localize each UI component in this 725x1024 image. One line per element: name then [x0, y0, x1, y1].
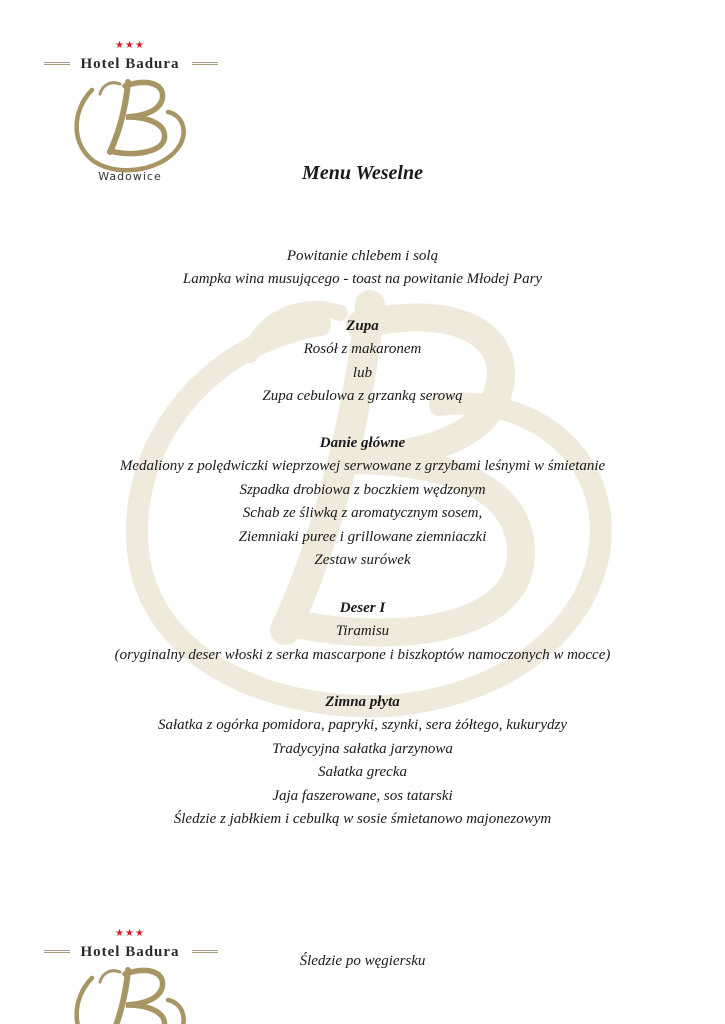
section-heading: Zupa	[346, 318, 379, 334]
section-heading: Danie główne	[319, 435, 406, 451]
menu-item: Śledzie z jabłkiem i cebulką w sosie śmietanowo majonezowym	[173, 811, 552, 828]
intro-block	[0, 245, 725, 292]
next-page-item: Śledzie po węgiersku	[299, 953, 426, 969]
rating-stars-icon: ★★★	[115, 928, 145, 939]
menu-item: Sałatka z ogórka pomidora, papryki, szynki, sera żółtego, kukurydzy	[157, 717, 568, 734]
hotel-logo-next-page	[40, 928, 220, 1024]
menu-title: Menu Weselne	[302, 162, 423, 184]
section-heading: Zimna płyta	[325, 694, 400, 710]
menu-item: Tiramisu	[335, 623, 390, 640]
menu-item: (oryginalny deser włoski z serka mascarpone i biszkoptów namoczonych w mocce)	[114, 646, 611, 663]
menu-item: lub	[352, 364, 373, 381]
menu-item: Schab ze śliwką z aromatycznym sosem,	[242, 505, 483, 522]
menu-item: Zupa cebulowa z grzanką serową	[262, 388, 463, 405]
menu-item: Sałatka grecka	[318, 764, 407, 781]
logo-rule-right	[192, 62, 218, 65]
intro-line: Powitanie chlebem i solą	[286, 248, 439, 264]
section-heading: Deser I	[339, 600, 386, 616]
intro-line: Lampka wina musującego - toast na powitanie Młodej Pary	[182, 271, 543, 288]
rating-stars-icon: ★★★	[115, 40, 145, 51]
section-soup	[0, 315, 725, 409]
monogram-b-icon	[70, 70, 190, 175]
menu-item: Ziemniaki puree i grillowane ziemniaczki	[238, 528, 487, 545]
menu-item: Jaja faszerowane, sos tatarski	[272, 787, 453, 804]
menu-item: Zestaw surówek	[314, 552, 411, 569]
section-dessert	[0, 597, 725, 667]
hotel-city: Wadowice	[98, 170, 162, 183]
menu-item: Szpadka drobiowa z boczkiem wędzonym	[239, 481, 486, 498]
menu-item: Medaliony z polędwiczki wieprzowej serwowane z grzybami leśnymi w śmietanie	[119, 458, 606, 475]
hotel-name: Hotel Badura	[80, 56, 180, 72]
menu-item: Tradycyjna sałatka jarzynowa	[272, 740, 453, 757]
menu-item: Rosół z makaronem	[303, 341, 422, 358]
section-cold-plate	[0, 691, 725, 831]
section-main-course	[0, 432, 725, 572]
hotel-name: Hotel Badura	[80, 944, 180, 960]
